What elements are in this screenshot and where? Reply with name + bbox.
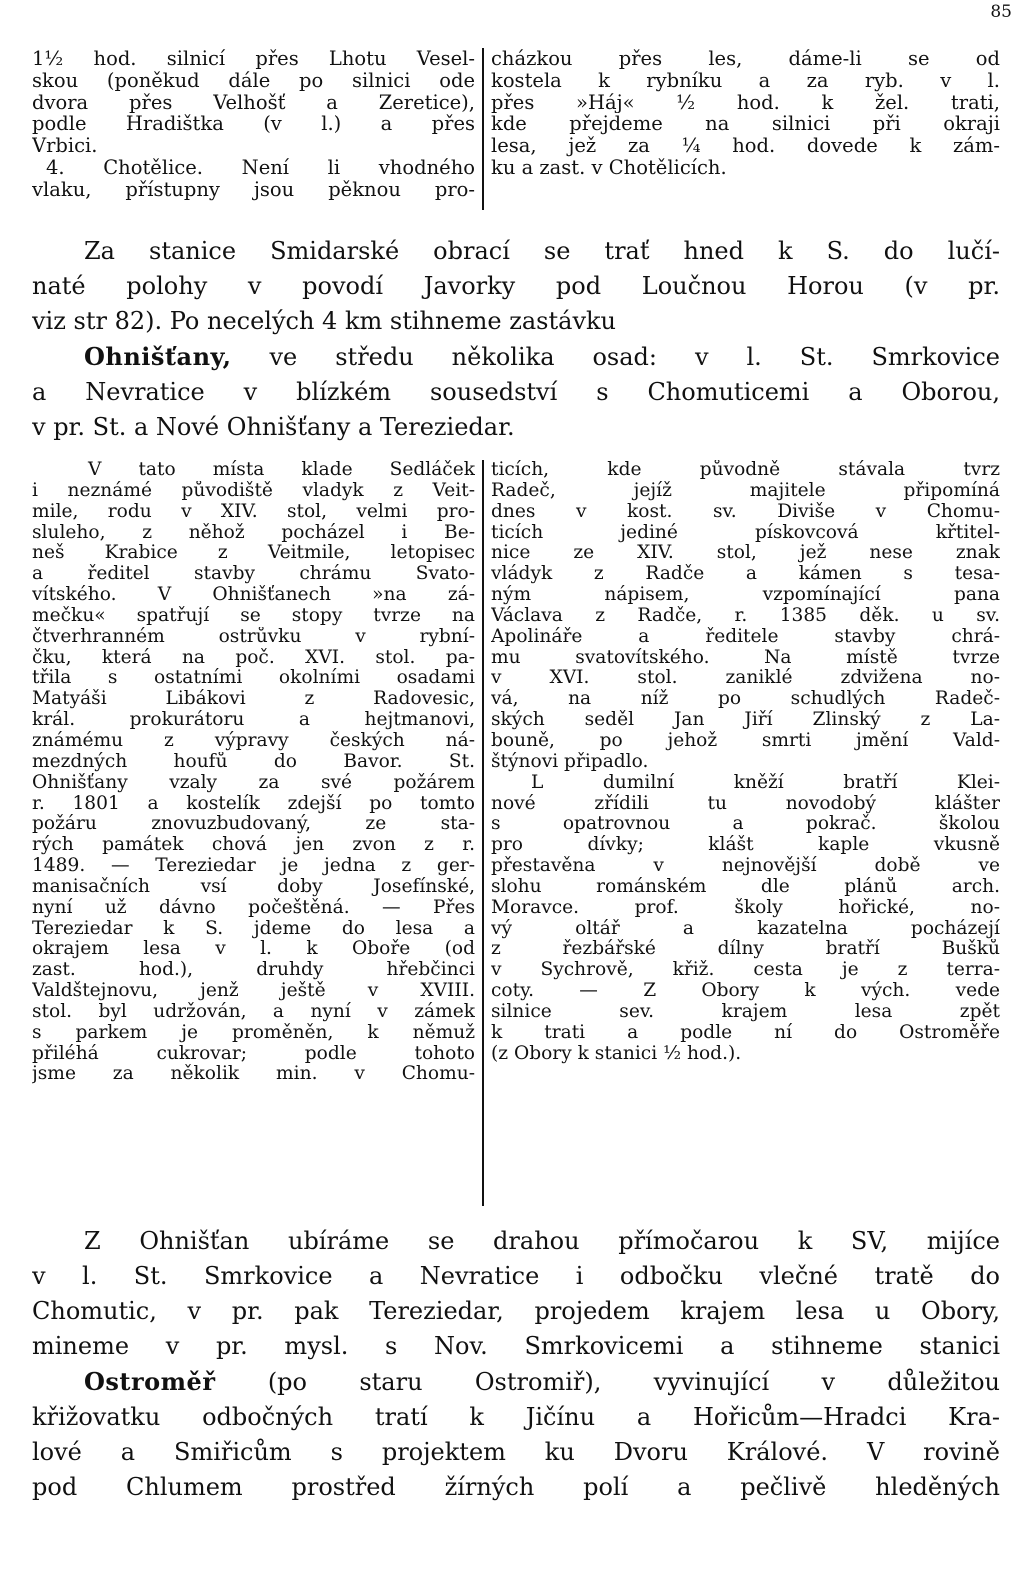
middle-right-column <box>491 460 1000 1064</box>
text-line: viz str 82). Po necelých 4 km stihneme zastávku <box>32 307 617 335</box>
column-divider <box>482 460 484 1206</box>
text-line: lové a Smiřicům s projektem ku Dvoru Králové. V rovině <box>32 1438 1000 1466</box>
text-line <box>32 1364 1000 1400</box>
text-line: dvora přes Velhošť a Zeretice), <box>32 91 475 114</box>
text-line: Radeč, jejíž majitele připomíná <box>491 480 1000 501</box>
text-line: Z Ohnišťan ubíráme se drahou přímočarou k SV, mijíce <box>84 1227 1000 1255</box>
text-line: bouně, po jehož smrti jmění Vald- <box>491 730 1000 751</box>
text-line: s parkem je proměněn, k němuž <box>32 1022 475 1043</box>
text-line: nové zřídili tu novodobý klášter <box>491 793 1000 814</box>
text-line: k trati a podle ní do Ostroměře <box>491 1022 1000 1043</box>
text-line: (z Obory k stanici ½ hod.). <box>491 1043 742 1064</box>
text-line: nice ze XIV. stol, jež nese znak <box>491 543 1000 564</box>
text-line: mečku« spatřují se stopy tvrze na <box>32 605 475 626</box>
text-line: vítského. V Ohnišťanech »na zá- <box>32 585 475 606</box>
text-line: mezdných houfů do Bavor. St. <box>32 751 475 772</box>
middle-columns <box>32 460 1000 1220</box>
text-line: kde přejdeme na silnici při okraji <box>491 113 1000 136</box>
text-line: i neznámé původiště vladyk z Veit- <box>32 480 475 501</box>
text-line: ticích jediné pískovcová křtitel- <box>491 522 1000 543</box>
text-line: r. 1801 a kostelík zdejší po tomto <box>32 793 475 814</box>
text-line: mile, rodu v XIV. stol, velmi pro- <box>32 501 475 522</box>
place-name-ohnistany: Ohnišťany, <box>84 342 232 371</box>
text-line: pod Chlumem prostřed žírných polí a pečlivě hleděných <box>32 1473 1000 1501</box>
text-line: coty. — Z Obory k vých. vede <box>491 981 1000 1002</box>
text-line: z řezbářské dílny bratří Bušků <box>491 939 1000 960</box>
text-line: Chomutic, v pr. pak Tereziedar, projedem krajem lesa u Obory, <box>32 1297 1000 1325</box>
text-line: Tereziedar k S. jdeme do lesa a <box>32 918 475 939</box>
text-line: přiléhá cukrovar; podle tohoto <box>32 1043 475 1064</box>
body-paragraphs-top <box>32 234 1000 445</box>
text-line: 1½ hod. silnicí přes Lhotu Vesel- <box>32 48 475 70</box>
text-line: čtverhranném ostrůvku v rybní- <box>32 626 475 647</box>
text-line: manisačních vsí doby Josefínské, <box>32 876 475 897</box>
text-line: Václava z Radče, r. 1385 děk. u sv. <box>491 605 1000 626</box>
text-line: vlaku, přístupny jsou pěknou pro- <box>32 178 475 201</box>
text-line: Ohnišťany vzaly za své požárem <box>32 772 475 793</box>
text-line: pro dívky; klášt kaple vkusně <box>491 835 1000 856</box>
top-columns <box>32 48 1000 230</box>
text-line: slohu románském dle plánů arch. <box>491 876 1000 897</box>
text-line: podle Hradištka (v l.) a přes <box>32 113 475 136</box>
text-line: kostela k rybníku a za ryb. v l. <box>491 69 1000 92</box>
text-line: L dumilní kněží bratří Klei- <box>531 772 1000 793</box>
text-line: 4. Chotělice. Není li vhodného <box>46 156 475 179</box>
middle-left-column <box>32 460 475 1085</box>
text-line: mineme v pr. mysl. s Nov. Smrkovicemi a stihneme stanici <box>32 1332 1000 1360</box>
text-line: přestavěna v nejnovější době ve <box>491 856 1000 877</box>
text-line: Valdštejnovu, jenž ještě v XVIII. <box>32 981 475 1002</box>
page-number: 85 <box>990 2 1012 22</box>
text-line: ným nápisem, vzpomínající pana <box>491 585 1000 606</box>
text-line: křižovatku odbočných tratí k Jičínu a Hořicům—Hradci Kra- <box>32 1403 1000 1431</box>
text-line: dnes v kost. sv. Diviše v Chomu- <box>491 501 1000 522</box>
column-divider <box>482 48 484 210</box>
text-line: vý oltář a kazatelna pocházejí <box>491 918 1000 939</box>
top-left-column <box>32 48 475 201</box>
text-line: v l. St. Smrkovice a Nevratice i odbočku vlečné tratě do <box>32 1262 1000 1290</box>
text-line: vládyk z Radče a kámen s tesa- <box>491 564 1000 585</box>
text-line: Za stanice Smidarské obrací se trať hned k S. do lučí- <box>84 237 1000 265</box>
place-name-ostromer: Ostroměř <box>84 1367 216 1396</box>
text-line: cházkou přes les, dáme-li se od <box>491 48 1000 70</box>
text-line: vá, na níž po schudlých Radeč- <box>491 689 1000 710</box>
text-line: Apolináře a ředitele stavby chrá- <box>491 626 1000 647</box>
text-line: nyní už dávno počeštěná. — Přes <box>32 897 475 918</box>
body-paragraphs-bottom <box>32 1224 1000 1505</box>
text-line: Matyáši Libákovi z Radovesic, <box>32 689 475 710</box>
text-line: sluleho, z něhož pocházel i Be- <box>32 522 475 543</box>
text-line: a Nevratice v blízkém sousedství s Chomuticemi a Oborou, <box>32 378 1000 406</box>
text-line: v XVI. stol. zaniklé zdvižena no- <box>491 668 1000 689</box>
text-line: čku, která na poč. XVI. stol. pa- <box>32 647 475 668</box>
text-line: silnice sev. krajem lesa zpět <box>491 1001 1000 1022</box>
text-line: požáru znovuzbudovaný, ze sta- <box>32 814 475 835</box>
text-line <box>32 339 1000 375</box>
text-line: třila s ostatními okolními osadami <box>32 668 475 689</box>
text-line: skou (poněkud dále po silnici ode <box>32 69 475 92</box>
text-line: ticích, kde původně stávala tvrz <box>491 460 1000 480</box>
text-line: 1489. — Tereziedar je jedna z ger- <box>32 856 475 877</box>
top-right-column <box>491 48 1000 179</box>
text-line: naté polohy v povodí Javorky pod Loučnou Horou (v pr. <box>32 272 1000 300</box>
text-line: neš Krabice z Veitmile, letopisec <box>32 543 475 564</box>
text-line: s opatrovnou a pokrač. školou <box>491 814 1000 835</box>
text-line: a ředitel stavby chrámu Svato- <box>32 564 475 585</box>
text-span: ve středu několika osad: v l. St. Smrkovice <box>231 343 1000 371</box>
text-line: okrajem lesa v l. k Oboře (od <box>32 939 475 960</box>
text-line: lesa, jež za ¼ hod. dovede k zám- <box>491 135 1000 157</box>
text-line: známému z výpravy českých ná- <box>32 730 475 751</box>
text-line: štýnovi připadlo. <box>491 751 649 772</box>
text-line: ských seděl Jan Jiří Zlinský z La- <box>491 710 1000 731</box>
text-line: mu svatovítského. Na místě tvrze <box>491 647 1000 668</box>
text-line: král. prokurátoru a hejtmanovi, <box>32 710 475 731</box>
text-line: Moravce. prof. školy hořické, no- <box>491 897 1000 918</box>
text-line: v pr. St. a Nové Ohnišťany a Tereziedar. <box>32 413 515 441</box>
text-line: přes »Háj« ½ hod. k žel. trati, <box>491 91 1000 114</box>
text-line: V tato místa klade Sedláček <box>88 460 475 480</box>
text-span: (po staru Ostromiř), vyvinující v důležitou <box>215 1368 1000 1396</box>
text-line: stol. byl udržován, a nyní v zámek <box>32 1001 475 1022</box>
text-line: jsme za několik min. v Chomu- <box>32 1064 475 1085</box>
text-line: rých památek chová jen zvon z r. <box>32 835 475 856</box>
text-line: zast. hod.), druhdy hřebčinci <box>32 960 475 981</box>
text-line: v Sychrově, křiž. cesta je z terra- <box>491 960 1000 981</box>
text-line: Vrbici. <box>32 135 98 157</box>
text-line: ku a zast. v Chotělicích. <box>491 156 727 179</box>
